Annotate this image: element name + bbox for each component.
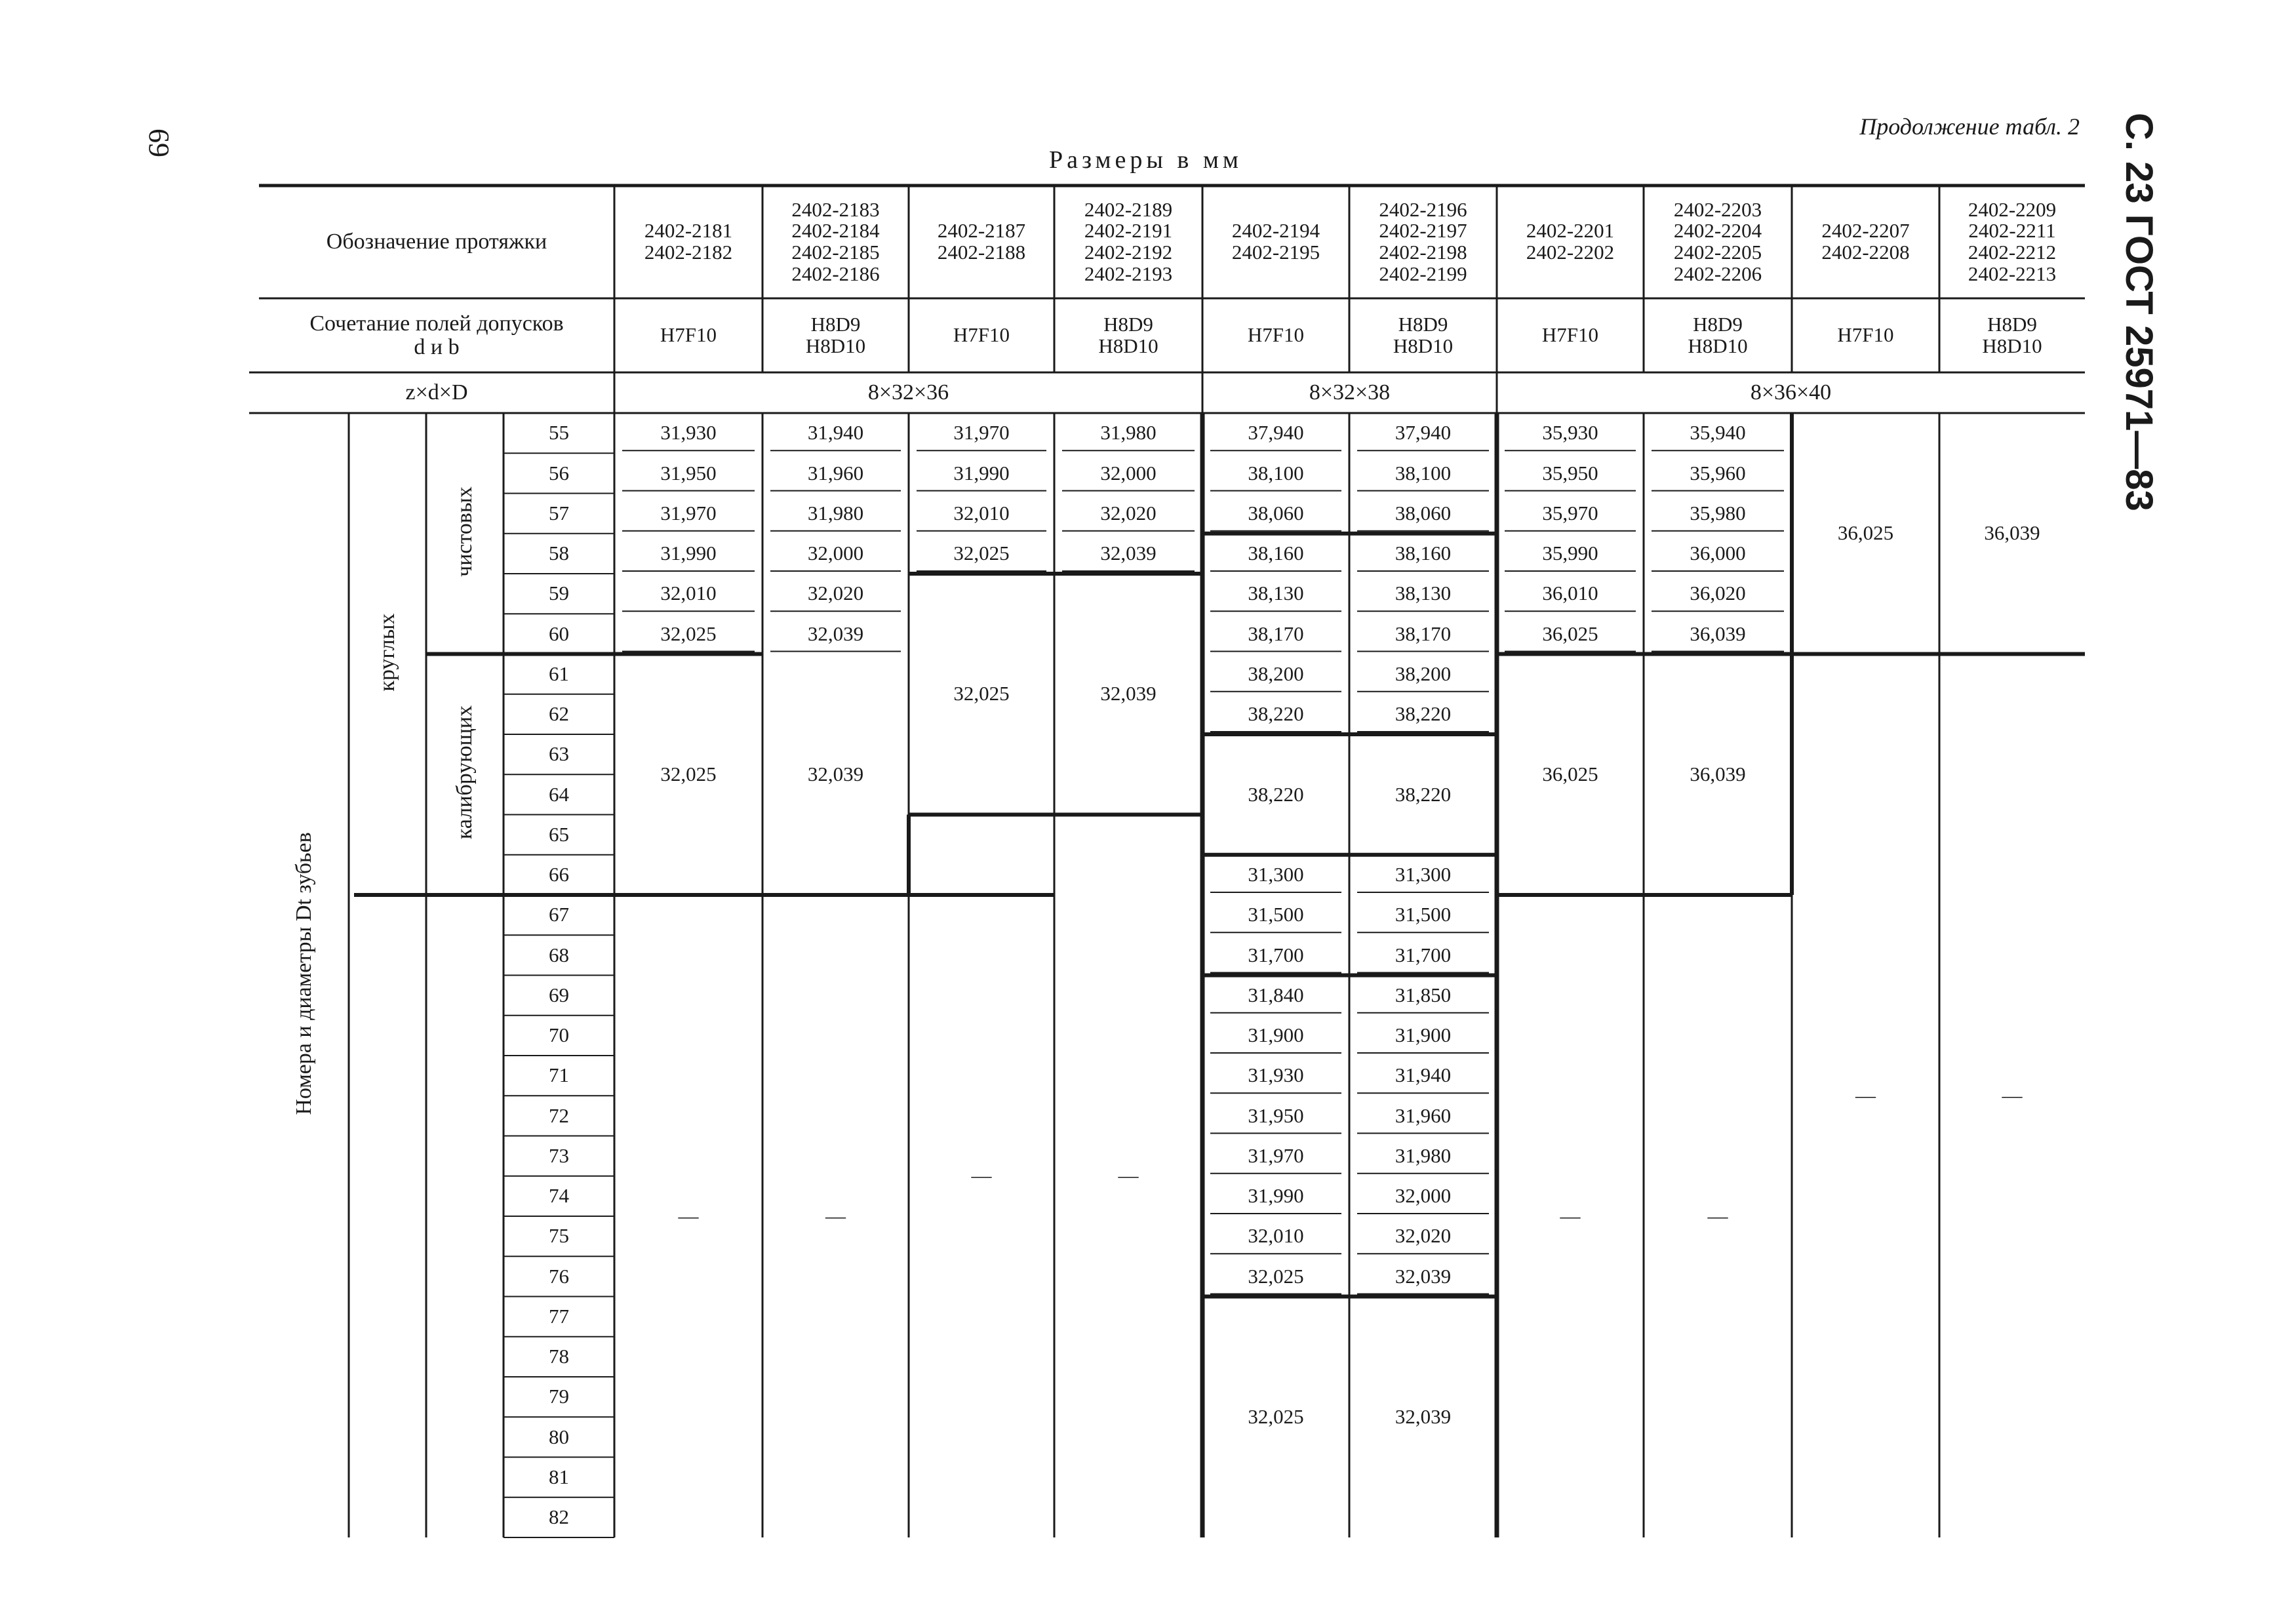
table-cell-dash: —	[1707, 1204, 1728, 1227]
table-cell: 38,130	[1395, 582, 1452, 605]
row-number: 63	[549, 742, 569, 766]
row-number: 60	[549, 622, 569, 645]
row-number: 77	[549, 1304, 569, 1328]
outer-label: Номера и диаметры Dt зубьев	[291, 831, 316, 1115]
table-cell: 32,025	[953, 542, 1010, 565]
table-cell: 31,500	[1248, 903, 1304, 926]
table-cell-dash: —	[1855, 1083, 1876, 1107]
column-tolerance: H8D9 H8D10	[1982, 312, 2042, 357]
column-designation: 2402-2181 2402-2182	[644, 219, 733, 264]
row-number: 69	[549, 983, 569, 1006]
table-cell: 32,025	[1248, 1264, 1304, 1288]
table-cell: 31,700	[1248, 943, 1304, 966]
table-cell: 32,039	[807, 622, 864, 645]
table-cell: 32,000	[1395, 1184, 1452, 1208]
table-cell: 32,010	[1248, 1224, 1304, 1248]
table-cell: 35,950	[1542, 461, 1598, 485]
table-cell: 32,020	[1395, 1224, 1452, 1248]
column-designation: 2402-2187 2402-2188	[937, 219, 1026, 264]
table-cell: 32,025	[660, 622, 717, 645]
table-cell: 31,850	[1395, 983, 1452, 1006]
row-number: 57	[549, 501, 569, 525]
table-cell: 38,170	[1395, 622, 1452, 645]
table-cell: 32,039	[807, 762, 864, 785]
table-cell: 38,100	[1395, 461, 1452, 485]
table-cell: 31,980	[1100, 421, 1157, 445]
table-cell: 31,300	[1395, 863, 1452, 886]
column-tolerance: H7F10	[953, 323, 1010, 347]
table-cell: 38,220	[1248, 782, 1304, 806]
row-number: 55	[549, 421, 569, 445]
row-number: 61	[549, 662, 569, 685]
row-number: 65	[549, 822, 569, 846]
table-cell: 32,039	[1395, 1264, 1452, 1288]
table-cell: 38,160	[1248, 542, 1304, 565]
table-cell: 35,960	[1690, 461, 1746, 485]
row-number: 70	[549, 1023, 569, 1047]
table-cell: 31,900	[1248, 1023, 1304, 1047]
size-8x32x36: 8×32×36	[867, 380, 949, 405]
header-designation-label: Обозначение протяжки	[326, 229, 547, 254]
table-cell: 31,900	[1395, 1023, 1452, 1047]
table-cell: 31,700	[1395, 943, 1452, 966]
table-cell: 37,940	[1248, 421, 1304, 445]
row-number: 71	[549, 1063, 569, 1087]
row-number: 79	[549, 1385, 569, 1408]
table-cell: 31,840	[1248, 983, 1304, 1006]
table-cell: 32,020	[807, 582, 864, 605]
row-number: 67	[549, 903, 569, 926]
size-8x32x38: 8×32×38	[1309, 380, 1391, 405]
table-cell: 31,960	[807, 461, 864, 485]
table-cell: 36,000	[1690, 542, 1746, 565]
table-cell: 38,200	[1248, 662, 1304, 685]
table-cell: 36,025	[1542, 762, 1598, 785]
table-cell-dash: —	[1560, 1204, 1581, 1227]
row-number: 78	[549, 1345, 569, 1368]
table-cell-dash: —	[1118, 1164, 1139, 1187]
table-cell: 31,980	[1395, 1143, 1452, 1167]
table-cell: 31,990	[1248, 1184, 1304, 1208]
column-designation: 2402-2209 2402-2211 2402-2212 2402-2213	[1968, 197, 2057, 285]
column-designation: 2402-2183 2402-2184 2402-2185 2402-2186	[791, 197, 880, 285]
table-cell: 38,170	[1248, 622, 1304, 645]
column-tolerance: H8D9 H8D10	[1098, 312, 1158, 357]
column-designation: 2402-2196 2402-2197 2402-2198 2402-2199	[1379, 197, 1467, 285]
table-cell: 32,020	[1100, 501, 1157, 525]
row-number: 76	[549, 1264, 569, 1288]
table-cell: 32,025	[660, 762, 717, 785]
table-cell: 31,940	[807, 421, 864, 445]
column-designation: 2402-2207 2402-2208	[1821, 219, 1910, 264]
column-designation: 2402-2194 2402-2195	[1231, 219, 1320, 264]
column-tolerance: H7F10	[1837, 323, 1894, 347]
table-cell: 36,025	[1542, 622, 1598, 645]
row-number: 62	[549, 702, 569, 726]
table-cell: 32,039	[1100, 542, 1157, 565]
row-number: 66	[549, 863, 569, 886]
table-cell: 35,970	[1542, 501, 1598, 525]
table-cell: 36,039	[1690, 762, 1746, 785]
row-number: 58	[549, 542, 569, 565]
header-tolerance-label: Сочетание полей допусков d и b	[309, 311, 564, 359]
table-cell: 32,010	[660, 582, 717, 605]
table-cell: 31,930	[660, 421, 717, 445]
table-cell: 35,930	[1542, 421, 1598, 445]
sub-label-calibrating: калибрующих	[452, 705, 477, 840]
sub-label-finish: чистовых	[452, 486, 477, 577]
column-tolerance: H8D9 H8D10	[1688, 312, 1748, 357]
column-tolerance: H7F10	[1541, 323, 1599, 347]
row-number: 75	[549, 1224, 569, 1248]
table-cell: 32,039	[1395, 1404, 1452, 1428]
table-cell: 32,000	[1100, 461, 1157, 485]
table-cell: 31,960	[1395, 1103, 1452, 1127]
table-cell: 36,010	[1542, 582, 1598, 605]
units-caption: Размеры в мм	[1049, 146, 1242, 174]
table-cell: 38,220	[1395, 702, 1452, 726]
column-tolerance: H8D9 H8D10	[805, 312, 866, 357]
group-label-round: круглых	[375, 612, 399, 692]
table-cell: 32,039	[1100, 682, 1157, 705]
row-number: 81	[549, 1465, 569, 1488]
table-cell: 31,930	[1248, 1063, 1304, 1087]
column-tolerance: H7F10	[660, 323, 717, 347]
table-cell: 38,060	[1395, 501, 1452, 525]
table-cell-dash: —	[825, 1204, 846, 1227]
table-cell: 31,970	[660, 501, 717, 525]
table-cell: 31,500	[1395, 903, 1452, 926]
table-cell: 36,025	[1837, 521, 1894, 545]
table-cell: 31,980	[807, 501, 864, 525]
table-cell: 31,990	[953, 461, 1010, 485]
table-cell: 31,940	[1395, 1063, 1452, 1087]
page-number: 69	[143, 129, 175, 157]
column-tolerance: H8D9 H8D10	[1393, 312, 1454, 357]
table-cell: 36,039	[1690, 622, 1746, 645]
table-cell: 36,020	[1690, 582, 1746, 605]
header-size-label: z×d×D	[405, 380, 468, 405]
table-cell-dash: —	[2002, 1083, 2023, 1107]
table-cell: 31,300	[1248, 863, 1304, 886]
table-cell: 38,220	[1395, 782, 1452, 806]
table-cell: 36,039	[1984, 521, 2040, 545]
table-cell: 31,950	[660, 461, 717, 485]
table-cell: 37,940	[1395, 421, 1452, 445]
table-cell: 31,950	[1248, 1103, 1304, 1127]
row-number: 82	[549, 1505, 569, 1529]
size-8x36x40: 8×36×40	[1750, 380, 1832, 405]
table-cell-dash: —	[678, 1204, 699, 1227]
row-number: 80	[549, 1425, 569, 1448]
table-cell: 38,220	[1248, 702, 1304, 726]
table-cell-dash: —	[971, 1164, 992, 1187]
table-cell: 31,990	[660, 542, 717, 565]
column-designation: 2402-2189 2402-2191 2402-2192 2402-2193	[1084, 197, 1173, 285]
table-cell: 38,130	[1248, 582, 1304, 605]
table-cell: 35,980	[1690, 501, 1746, 525]
table-cell: 38,200	[1395, 662, 1452, 685]
row-number: 74	[549, 1184, 569, 1208]
row-number: 59	[549, 582, 569, 605]
column-designation: 2402-2203 2402-2204 2402-2205 2402-2206	[1673, 197, 1762, 285]
row-number: 56	[549, 461, 569, 485]
table-cell: 38,160	[1395, 542, 1452, 565]
column-tolerance: H7F10	[1247, 323, 1305, 347]
row-number: 68	[549, 943, 569, 966]
table-cell: 31,970	[1248, 1143, 1304, 1167]
row-number: 73	[549, 1143, 569, 1167]
table-cell: 31,970	[953, 421, 1010, 445]
table-cell: 32,010	[953, 501, 1010, 525]
row-number: 64	[549, 782, 569, 806]
table-cell: 32,025	[1248, 1404, 1304, 1428]
column-designation: 2402-2201 2402-2202	[1526, 219, 1615, 264]
table-cell: 38,100	[1248, 461, 1304, 485]
table-continuation: Продолжение табл. 2	[1859, 113, 2080, 140]
table-cell: 32,025	[953, 682, 1010, 705]
table-cell: 32,000	[807, 542, 864, 565]
table-cell: 35,990	[1542, 542, 1598, 565]
table-cell: 38,060	[1248, 501, 1304, 525]
standard-title: С. 23 ГОСТ 25971—83	[2118, 113, 2160, 511]
row-number: 72	[549, 1103, 569, 1127]
table-cell: 35,940	[1690, 421, 1746, 445]
